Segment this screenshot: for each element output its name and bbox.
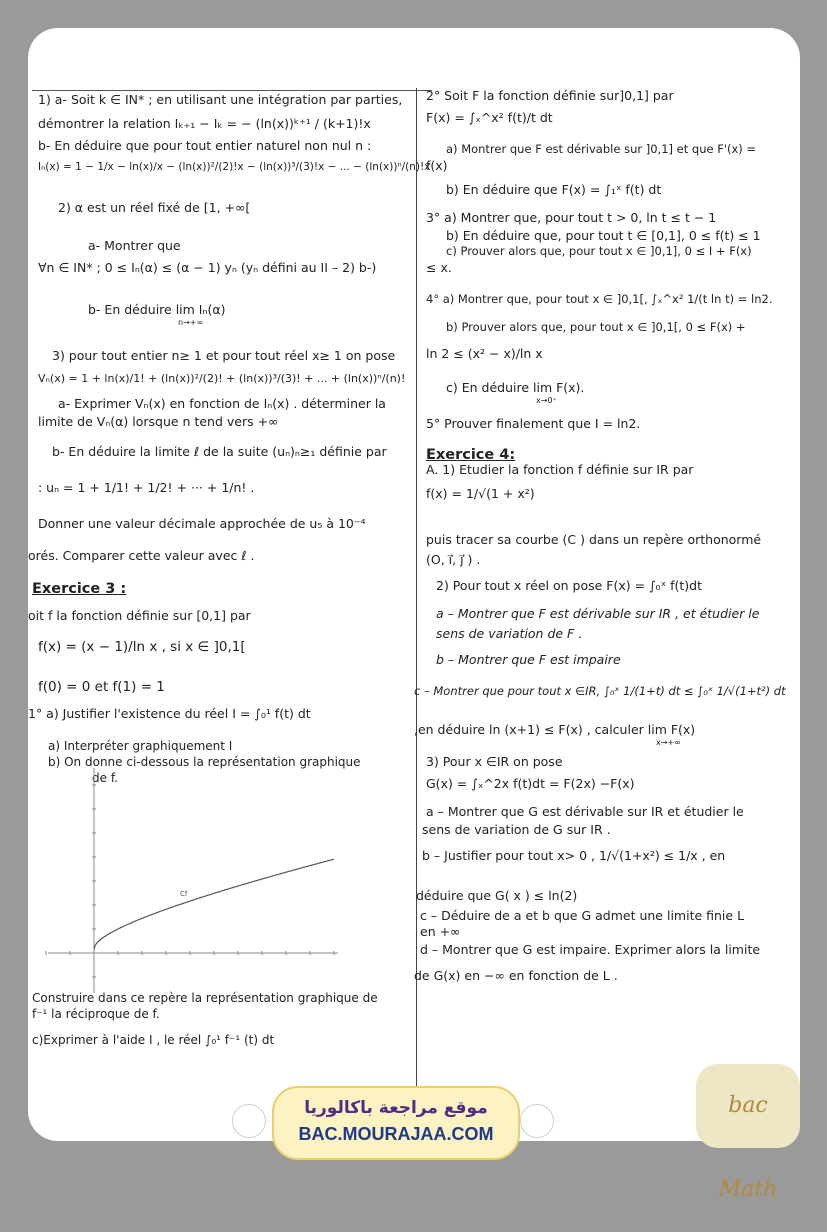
formula-line: : uₙ = 1 + 1/1! + 1/2! + ··· + 1/n! . xyxy=(38,480,255,495)
curve-f xyxy=(94,859,334,949)
text-line: b- En déduire que pour tout entier naturel non nul n : xyxy=(38,138,372,153)
limit-subscript: x→0⁺ xyxy=(536,396,557,405)
text-line: limite de Vₙ(α) lorsque n tend vers +∞ xyxy=(38,414,279,429)
text-line: A. 1) Etudier la fonction f définie sur IR par xyxy=(426,462,694,477)
formula-line: Vₙ(x) = 1 + ln(x)/1! + (ln(x))²/(2)! + (ln(x))³/(3)! + ... + (ln(x))ⁿ/(n)! xyxy=(38,372,406,385)
formula-line: c – Montrer que pour tout x ∈IR, ∫₀ˣ 1/(1+t) dt ≤ ∫₀ˣ 1/√(1+t²) dt xyxy=(414,684,786,698)
formula-line: ln 2 ≤ (x² − x)/ln x xyxy=(426,346,543,361)
text-line: f⁻¹ la réciproque de f. xyxy=(32,1007,160,1021)
text-line: 3) pour tout entier n≥ 1 et pour tout réel x≥ 1 on pose xyxy=(52,348,396,363)
site-banner[interactable] xyxy=(272,1086,520,1160)
formula-line: f(0) = 0 et f(1) = 1 xyxy=(38,679,165,695)
site-url-link[interactable]: BAC.MOURAJAA.COM xyxy=(298,1124,494,1144)
text-line: b) On donne ci-dessous la représentation graphique xyxy=(48,755,361,769)
text-line: 2) α est un réel fixé de [1, +∞[ xyxy=(58,200,251,215)
right-logo-icon xyxy=(520,1104,554,1138)
formula-line: b – Justifier pour tout x> 0 , 1/√(1+x²) ≤ 1/x , en xyxy=(422,848,726,863)
text-line: 1) a- Soit k ∈ IN* ; en utilisant une intégration par parties, xyxy=(38,92,403,107)
function-graph xyxy=(38,768,338,993)
text-line: a) Interpréter graphiquement I xyxy=(48,739,233,753)
text-line: puis tracer sa courbe (C ) dans un repère orthonormé xyxy=(426,532,762,547)
text-line: c) En déduire lim F(x). xyxy=(446,380,585,395)
text-line: orés. Comparer cette valeur avec ℓ . xyxy=(28,548,255,563)
text-line: (O, i⃗, j⃗ ) . xyxy=(426,552,481,567)
formula-line: f(x) = (x − 1)/ln x , si x ∈ ]0,1[ xyxy=(38,639,246,655)
text-line: c) Prouver alors que, pour tout x ∈ ]0,1], 0 ≤ I + F(x) xyxy=(446,244,752,258)
text-line: 5° Prouver finalement que I = ln2. xyxy=(426,416,641,431)
text-line: 1° a) Justifier l'existence du réel I = ∫₀¹ f(t) dt xyxy=(28,706,311,721)
text-line: b) Prouver alors que, pour tout x ∈ ]0,1[, 0 ≤ F(x) + xyxy=(446,320,746,334)
text-line: 2° Soit F la fonction définie sur]0,1] par xyxy=(426,88,674,103)
text-line: b- En déduire lim Iₙ(α) xyxy=(88,302,226,317)
text-line: en +∞ xyxy=(420,924,461,939)
text-line: c)Exprimer à l'aide I , le réel ∫₀¹ f⁻¹ (t) dt xyxy=(32,1033,275,1047)
right-column xyxy=(414,88,798,1041)
text-line: de f. xyxy=(92,771,118,785)
site-name-arabic: موقع مراجعة باكالوريا xyxy=(304,1098,488,1118)
text-line: b- En déduire la limite ℓ de la suite (uₙ)ₙ≥₁ définie par xyxy=(52,444,387,459)
formula-line: F(x) = ∫ₓ^x² f(t)/t dt xyxy=(426,110,553,125)
exercise-3-heading: Exercice 3 : xyxy=(32,581,127,597)
text-line: d – Montrer que G est impaire. Exprimer alors la limite xyxy=(420,942,761,957)
text-line: démontrer la relation Iₖ₊₁ − Iₖ = − (ln(x))ᵏ⁺¹ / (k+1)!x xyxy=(38,116,371,131)
curve-label: Cf xyxy=(180,890,188,898)
text-line: ,en déduire ln (x+1) ≤ F(x) , calculer lim F(x) xyxy=(414,722,696,737)
text-line: a – Montrer que G est dérivable sur IR et étudier le xyxy=(426,804,744,819)
document-page xyxy=(28,28,800,1141)
text-line: b) En déduire que, pour tout t ∈ [0,1], 0 ≤ f(t) ≤ 1 xyxy=(446,228,761,243)
text-line: 2) Pour tout x réel on pose F(x) = ∫₀ˣ f(t)dt xyxy=(436,578,702,593)
formula-line: ∀n ∈ IN* ; 0 ≤ Iₙ(α) ≤ (α − 1) yₙ (yₙ défini au II – 2) b-) xyxy=(38,260,377,275)
text-line: a) Montrer que F est dérivable sur ]0,1] et que F'(x) = xyxy=(446,142,757,156)
text-line: Construire dans ce repère la représentation graphique de xyxy=(32,991,378,1005)
text-line: 3° a) Montrer que, pour tout t > 0, ln t ≤ t − 1 xyxy=(426,210,717,225)
axis-ticks xyxy=(46,785,334,993)
text-line: f(x) xyxy=(426,158,448,173)
text-line: a- Exprimer Vₙ(x) en fonction de Iₙ(x) . déterminer la xyxy=(58,396,386,411)
left-logo-icon xyxy=(232,1104,266,1138)
text-line: sens de variation de G sur IR . xyxy=(422,822,611,837)
formula-line: G(x) = ∫ₓ^2x f(t)dt = F(2x) −F(x) xyxy=(426,776,635,791)
text-line: déduire que G( x ) ≤ ln(2) xyxy=(416,888,578,903)
text-line: 4° a) Montrer que, pour tout x ∈ ]0,1[, ∫ₓ^x² 1/(t ln t) = ln2. xyxy=(426,292,773,306)
text-line: oit f la fonction définie sur [0,1] par xyxy=(28,608,251,623)
text-line: b – Montrer que F est impaire xyxy=(436,652,621,667)
formula-line: Iₙ(x) = 1 − 1/x − ln(x)/x − (ln(x))²/(2)!x − (ln(x))³/(3)!x − ... − (ln(x))ⁿ/(n)!x xyxy=(38,161,431,173)
text-line: Donner une valeur décimale approchée de u₅ à 10⁻⁴ xyxy=(38,516,366,531)
bac-math-logo: bac Math xyxy=(696,1064,800,1148)
text-line: sens de variation de F . xyxy=(436,626,583,641)
limit-subscript: n→+∞ xyxy=(178,318,204,327)
limit-subscript: x→+∞ xyxy=(656,738,681,747)
text-line: ≤ x. xyxy=(426,260,452,275)
exercise-4-heading: Exercice 4: xyxy=(426,447,516,463)
text-line: c – Déduire de a et b que G admet une limite finie L xyxy=(420,908,745,923)
formula-line: f(x) = 1/√(1 + x²) xyxy=(426,486,535,501)
text-line: a – Montrer que F est dérivable sur IR , et étudier le xyxy=(436,606,760,621)
text-line: b) En déduire que F(x) = ∫₁ˣ f(t) dt xyxy=(446,182,662,197)
column-divider xyxy=(416,88,417,1098)
text-line: 3) Pour x ∈IR on pose xyxy=(426,754,563,769)
text-line: de G(x) en −∞ en fonction de L . xyxy=(414,968,618,983)
text-line: a- Montrer que xyxy=(88,238,181,253)
